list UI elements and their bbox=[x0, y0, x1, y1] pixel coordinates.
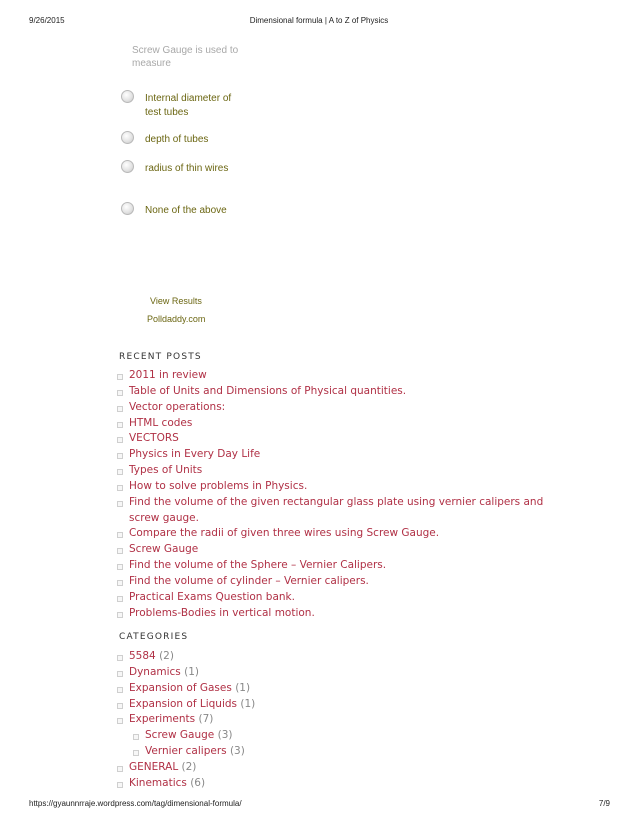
subcategory-item[interactable] bbox=[117, 728, 255, 744]
radio-button[interactable] bbox=[121, 202, 134, 215]
list-item[interactable]: Compare the radii of given three wires using Screw Gauge. bbox=[117, 526, 543, 542]
recent-posts-heading: RECENT POSTS bbox=[119, 352, 202, 362]
list-item[interactable]: 2011 in review bbox=[117, 368, 543, 384]
categories-list bbox=[117, 649, 255, 792]
poll-option-label[interactable]: radius of thin wires bbox=[145, 163, 229, 174]
list-item[interactable]: Practical Exams Question bank. bbox=[117, 590, 543, 606]
category-count: (3) bbox=[229, 745, 245, 758]
list-item[interactable]: Physics in Every Day Life bbox=[117, 447, 543, 463]
list-item[interactable]: Find the volume of cylinder – Vernier calipers. bbox=[117, 574, 543, 590]
list-item[interactable]: HTML codes bbox=[117, 416, 543, 432]
category-link[interactable]: Dynamics bbox=[129, 665, 181, 678]
category-item[interactable] bbox=[117, 776, 255, 792]
view-results-link[interactable]: View Results bbox=[150, 296, 202, 306]
category-link[interactable]: Expansion of Liquids bbox=[129, 697, 238, 710]
radio-button[interactable] bbox=[121, 131, 134, 144]
print-date: 9/26/2015 bbox=[29, 16, 65, 25]
radio-button[interactable] bbox=[121, 160, 134, 173]
list-item[interactable]: How to solve problems in Physics. bbox=[117, 479, 543, 495]
categories-heading: CATEGORIES bbox=[119, 632, 189, 642]
category-count: (6) bbox=[190, 776, 206, 789]
category-link[interactable]: Kinematics bbox=[129, 776, 187, 789]
list-item[interactable]: Vector operations: bbox=[117, 400, 543, 416]
list-item[interactable]: Problems-Bodies in vertical motion. bbox=[117, 606, 543, 622]
poll-option-label[interactable]: None of the above bbox=[145, 205, 227, 216]
category-link[interactable]: Screw Gauge bbox=[145, 729, 215, 742]
list-item[interactable]: Find the volume of the given rectangular glass plate using vernier calipers and bbox=[117, 495, 543, 511]
category-item[interactable] bbox=[117, 681, 255, 697]
poll-question: Screw Gauge is used to measure bbox=[132, 45, 239, 69]
category-item[interactable] bbox=[117, 712, 255, 728]
subcategory-item[interactable] bbox=[117, 744, 255, 760]
category-item[interactable] bbox=[117, 665, 255, 681]
category-item[interactable] bbox=[117, 697, 255, 713]
category-count: (2) bbox=[181, 760, 197, 773]
footer-url: https://gyaunnrraje.wordpress.com/tag/dimensional-formula/ bbox=[29, 799, 242, 808]
category-count: (2) bbox=[159, 650, 174, 662]
category-count: (7) bbox=[198, 713, 214, 726]
category-item[interactable] bbox=[117, 760, 255, 776]
category-count: (1) bbox=[240, 697, 256, 710]
category-link[interactable]: Expansion of Gases bbox=[129, 681, 232, 694]
list-item[interactable]: Table of Units and Dimensions of Physical quantities. bbox=[117, 384, 543, 400]
recent-posts-list bbox=[117, 368, 543, 622]
category-count: (3) bbox=[217, 729, 233, 742]
poll-option-label[interactable]: depth of tubes bbox=[145, 134, 209, 145]
radio-button[interactable] bbox=[121, 90, 134, 103]
category-link[interactable]: Experiments bbox=[129, 713, 196, 726]
category-link[interactable]: 5584 bbox=[129, 650, 156, 662]
list-item[interactable]: Find the volume of the Sphere – Vernier Calipers. bbox=[117, 558, 543, 574]
category-count: (1) bbox=[184, 665, 199, 678]
polldaddy-link[interactable]: Polldaddy.com bbox=[147, 314, 206, 324]
list-item-continuation[interactable]: screw gauge. bbox=[129, 511, 199, 524]
category-item[interactable] bbox=[117, 649, 255, 665]
poll-option-label[interactable]: Internal diameter of test tubes bbox=[145, 93, 232, 118]
page-number: 7/9 bbox=[598, 799, 610, 808]
page-title: Dimensional formula | A to Z of Physics bbox=[249, 16, 389, 25]
list-item[interactable]: VECTORS bbox=[117, 431, 543, 447]
category-count: (1) bbox=[235, 681, 251, 694]
category-link[interactable]: GENERAL bbox=[129, 760, 179, 773]
list-item[interactable]: Types of Units bbox=[117, 463, 543, 479]
list-item[interactable]: Screw Gauge bbox=[117, 542, 543, 558]
category-link[interactable]: Vernier calipers bbox=[145, 745, 227, 758]
